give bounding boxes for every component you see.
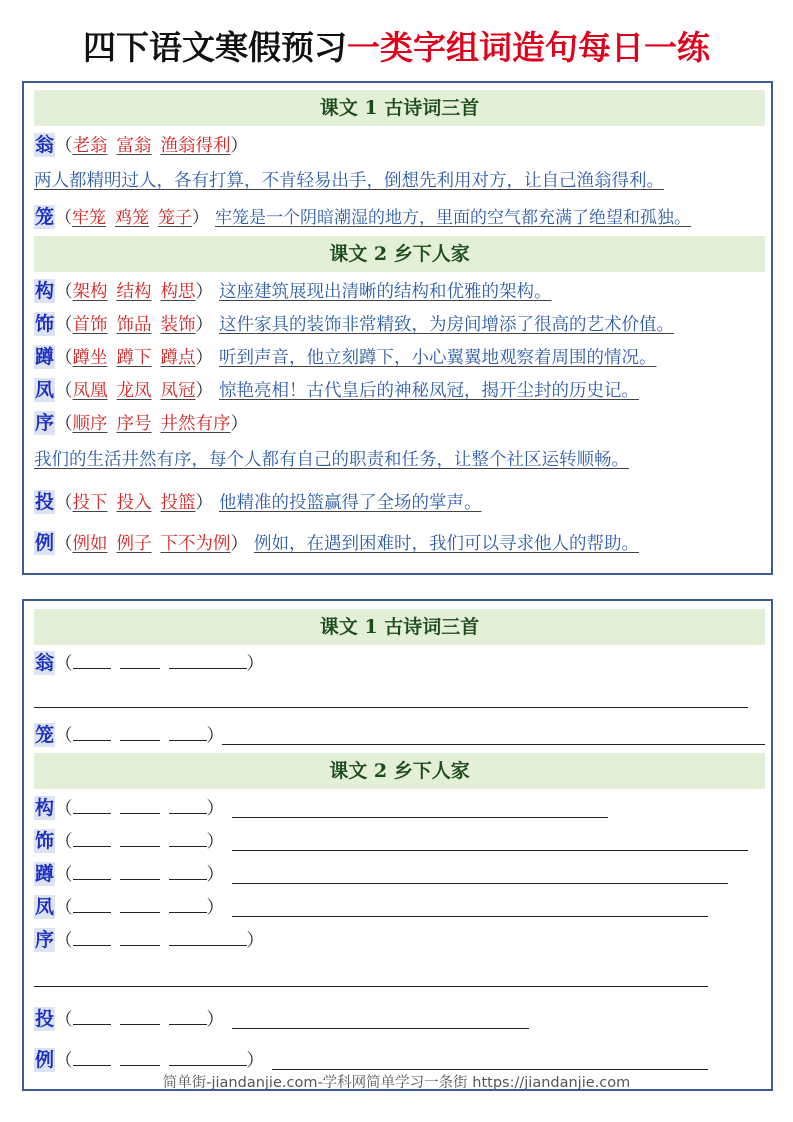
- word: 饰品: [116, 315, 152, 335]
- word-blank[interactable]: [120, 797, 160, 814]
- lesson-2-header: 课文 2 乡下人家: [34, 753, 765, 789]
- footer-watermark: 简单街-jiandanjie.com-学科网简单学习一条街 https://jiandanjie.com: [162, 1075, 631, 1091]
- word: 牢笼: [72, 208, 106, 228]
- char: 翁: [34, 652, 54, 674]
- practice-dun: 蹲（ ）: [34, 863, 224, 885]
- title-red: 一类字组词造句每日一练: [347, 28, 710, 67]
- word-blank[interactable]: [120, 830, 160, 847]
- char: 例: [34, 1049, 54, 1071]
- practice-feng: 凤（ ）: [34, 896, 224, 918]
- word-blank[interactable]: [120, 1008, 160, 1025]
- word-blank[interactable]: [169, 652, 247, 669]
- sentence-line[interactable]: [272, 1069, 708, 1070]
- page-title: [0, 28, 793, 68]
- char: 凤: [34, 896, 54, 918]
- word-blank[interactable]: [169, 724, 207, 741]
- char: 例: [34, 532, 54, 554]
- word: 投篮: [160, 493, 196, 513]
- word: 龙凤: [116, 381, 152, 401]
- sentence-weng: 两人都精明过人，各有打算，不肯轻易出手，倒想先利用对方，让自己渔翁得利。: [34, 171, 664, 191]
- word: 构思: [160, 282, 196, 302]
- char: 构: [34, 280, 54, 302]
- entry-shi: 饰（首饰 饰品 装饰） 这件家具的装饰非常精致，为房间增添了很高的艺术价值。: [34, 313, 674, 335]
- practice-long: 笼（ ）: [34, 724, 224, 746]
- word: 渔翁得利: [160, 136, 231, 156]
- word: 结构: [116, 282, 152, 302]
- title-black: 四下语文寒假预习: [83, 28, 347, 67]
- word: 老翁: [72, 136, 108, 156]
- char: 投: [34, 491, 54, 513]
- entry-long: 笼（牢笼 鸡笼 笼子） 牢笼是一个阴暗潮湿的地方，里面的空气都充满了绝望和孤独。: [34, 206, 691, 228]
- word: 投入: [116, 493, 152, 513]
- word-blank[interactable]: [169, 863, 207, 880]
- sentence-line[interactable]: [222, 744, 765, 745]
- word-blank[interactable]: [73, 896, 111, 913]
- sentence-line[interactable]: [34, 986, 708, 987]
- sentence: 听到声音，他立刻蹲下，小心翼翼地观察着周围的情况。: [219, 348, 657, 368]
- entry-tou: 投（投下 投入 投篮） 他精准的投篮赢得了全场的掌声。: [34, 491, 482, 513]
- answer-box: [22, 81, 773, 575]
- entry-weng: 翁（老翁 富翁 渔翁得利）: [34, 134, 248, 156]
- char: 饰: [34, 830, 54, 852]
- word: 蹲下: [116, 348, 152, 368]
- word: 例子: [116, 534, 152, 554]
- practice-weng: 翁（ ）: [34, 652, 264, 674]
- word-blank[interactable]: [73, 724, 111, 741]
- word: 鸡笼: [115, 208, 149, 228]
- char: 凤: [34, 379, 54, 401]
- word-blank[interactable]: [120, 896, 160, 913]
- char: 序: [34, 929, 54, 951]
- word: 富翁: [116, 136, 152, 156]
- word-blank[interactable]: [120, 929, 160, 946]
- char: 投: [34, 1008, 54, 1030]
- word-blank[interactable]: [120, 1049, 160, 1066]
- lesson-1-header: 课文 1 古诗词三首: [34, 609, 765, 645]
- word-blank[interactable]: [120, 863, 160, 880]
- word: 顺序: [72, 414, 108, 434]
- word-blank[interactable]: [169, 929, 247, 946]
- word: 装饰: [160, 315, 196, 335]
- char: 笼: [34, 724, 54, 746]
- lesson-2-header: 课文 2 乡下人家: [34, 236, 765, 272]
- word: 凤凰: [72, 381, 108, 401]
- entry-dun: 蹲（蹲坐 蹲下 蹲点） 听到声音，他立刻蹲下，小心翼翼地观察着周围的情况。: [34, 346, 657, 368]
- word-blank[interactable]: [73, 652, 111, 669]
- word: 例如: [72, 534, 108, 554]
- practice-shi: 饰（ ）: [34, 830, 224, 852]
- sentence-line[interactable]: [232, 817, 608, 818]
- word-blank[interactable]: [73, 1008, 111, 1025]
- sentence-line[interactable]: [34, 707, 748, 708]
- char: 饰: [34, 313, 54, 335]
- word-blank[interactable]: [169, 797, 207, 814]
- entry-xu: 序（顺序 序号 井然有序）: [34, 412, 248, 434]
- practice-xu: 序（ ）: [34, 929, 264, 951]
- practice-box: [22, 599, 773, 1091]
- sentence: 这座建筑展现出清晰的结构和优雅的架构。: [219, 282, 552, 302]
- sentence-line[interactable]: [232, 850, 748, 851]
- word-blank[interactable]: [169, 1049, 247, 1066]
- word: 投下: [72, 493, 108, 513]
- char: 序: [34, 412, 54, 434]
- word-blank[interactable]: [73, 1049, 111, 1066]
- word-blank[interactable]: [120, 652, 160, 669]
- sentence-line[interactable]: [232, 883, 728, 884]
- word: 序号: [116, 414, 152, 434]
- char: 笼: [34, 206, 54, 228]
- sentence-xu: 我们的生活井然有序，每个人都有自己的职责和任务，让整个社区运转顺畅。: [34, 450, 629, 470]
- word-blank[interactable]: [73, 830, 111, 847]
- word-blank[interactable]: [73, 797, 111, 814]
- sentence: 惊艳亮相！古代皇后的神秘凤冠，揭开尘封的历史记。: [219, 381, 639, 401]
- sentence-line[interactable]: [232, 1028, 529, 1029]
- word: 架构: [72, 282, 108, 302]
- word: 凤冠: [160, 381, 196, 401]
- word-blank[interactable]: [120, 724, 160, 741]
- word-blank[interactable]: [169, 830, 207, 847]
- word-blank[interactable]: [169, 896, 207, 913]
- word: 蹲点: [160, 348, 196, 368]
- practice-tou: 投（ ）: [34, 1008, 224, 1030]
- entry-feng: 凤（凤凰 龙凤 凤冠） 惊艳亮相！古代皇后的神秘凤冠，揭开尘封的历史记。: [34, 379, 639, 401]
- char: 翁: [34, 134, 54, 156]
- char: 构: [34, 797, 54, 819]
- lesson-1-header: 课文 1 古诗词三首: [34, 90, 765, 126]
- word-blank[interactable]: [169, 1008, 207, 1025]
- char: 蹲: [34, 863, 54, 885]
- entry-li: 例（例如 例子 下不为例） 例如，在遇到困难时，我们可以寻求他人的帮助。: [34, 532, 639, 554]
- entry-gou: 构（架构 结构 构思） 这座建筑展现出清晰的结构和优雅的架构。: [34, 280, 552, 302]
- practice-li: 例（ ）: [34, 1049, 264, 1071]
- sentence-line[interactable]: [232, 916, 708, 917]
- sentence: 这件家具的装饰非常精致，为房间增添了很高的艺术价值。: [219, 315, 674, 335]
- char: 蹲: [34, 346, 54, 368]
- word: 下不为例: [160, 534, 231, 554]
- sentence: 他精准的投篮赢得了全场的掌声。: [219, 493, 482, 513]
- word: 笼子: [158, 208, 192, 228]
- word-blank[interactable]: [73, 863, 111, 880]
- practice-gou: 构（ ）: [34, 797, 224, 819]
- word: 首饰: [72, 315, 108, 335]
- word: 井然有序: [160, 414, 231, 434]
- word: 蹲坐: [72, 348, 108, 368]
- word-blank[interactable]: [73, 929, 111, 946]
- sentence: 例如，在遇到困难时，我们可以寻求他人的帮助。: [254, 534, 639, 554]
- sentence: 牢笼是一个阴暗潮湿的地方，里面的空气都充满了绝望和孤独。: [215, 208, 691, 228]
